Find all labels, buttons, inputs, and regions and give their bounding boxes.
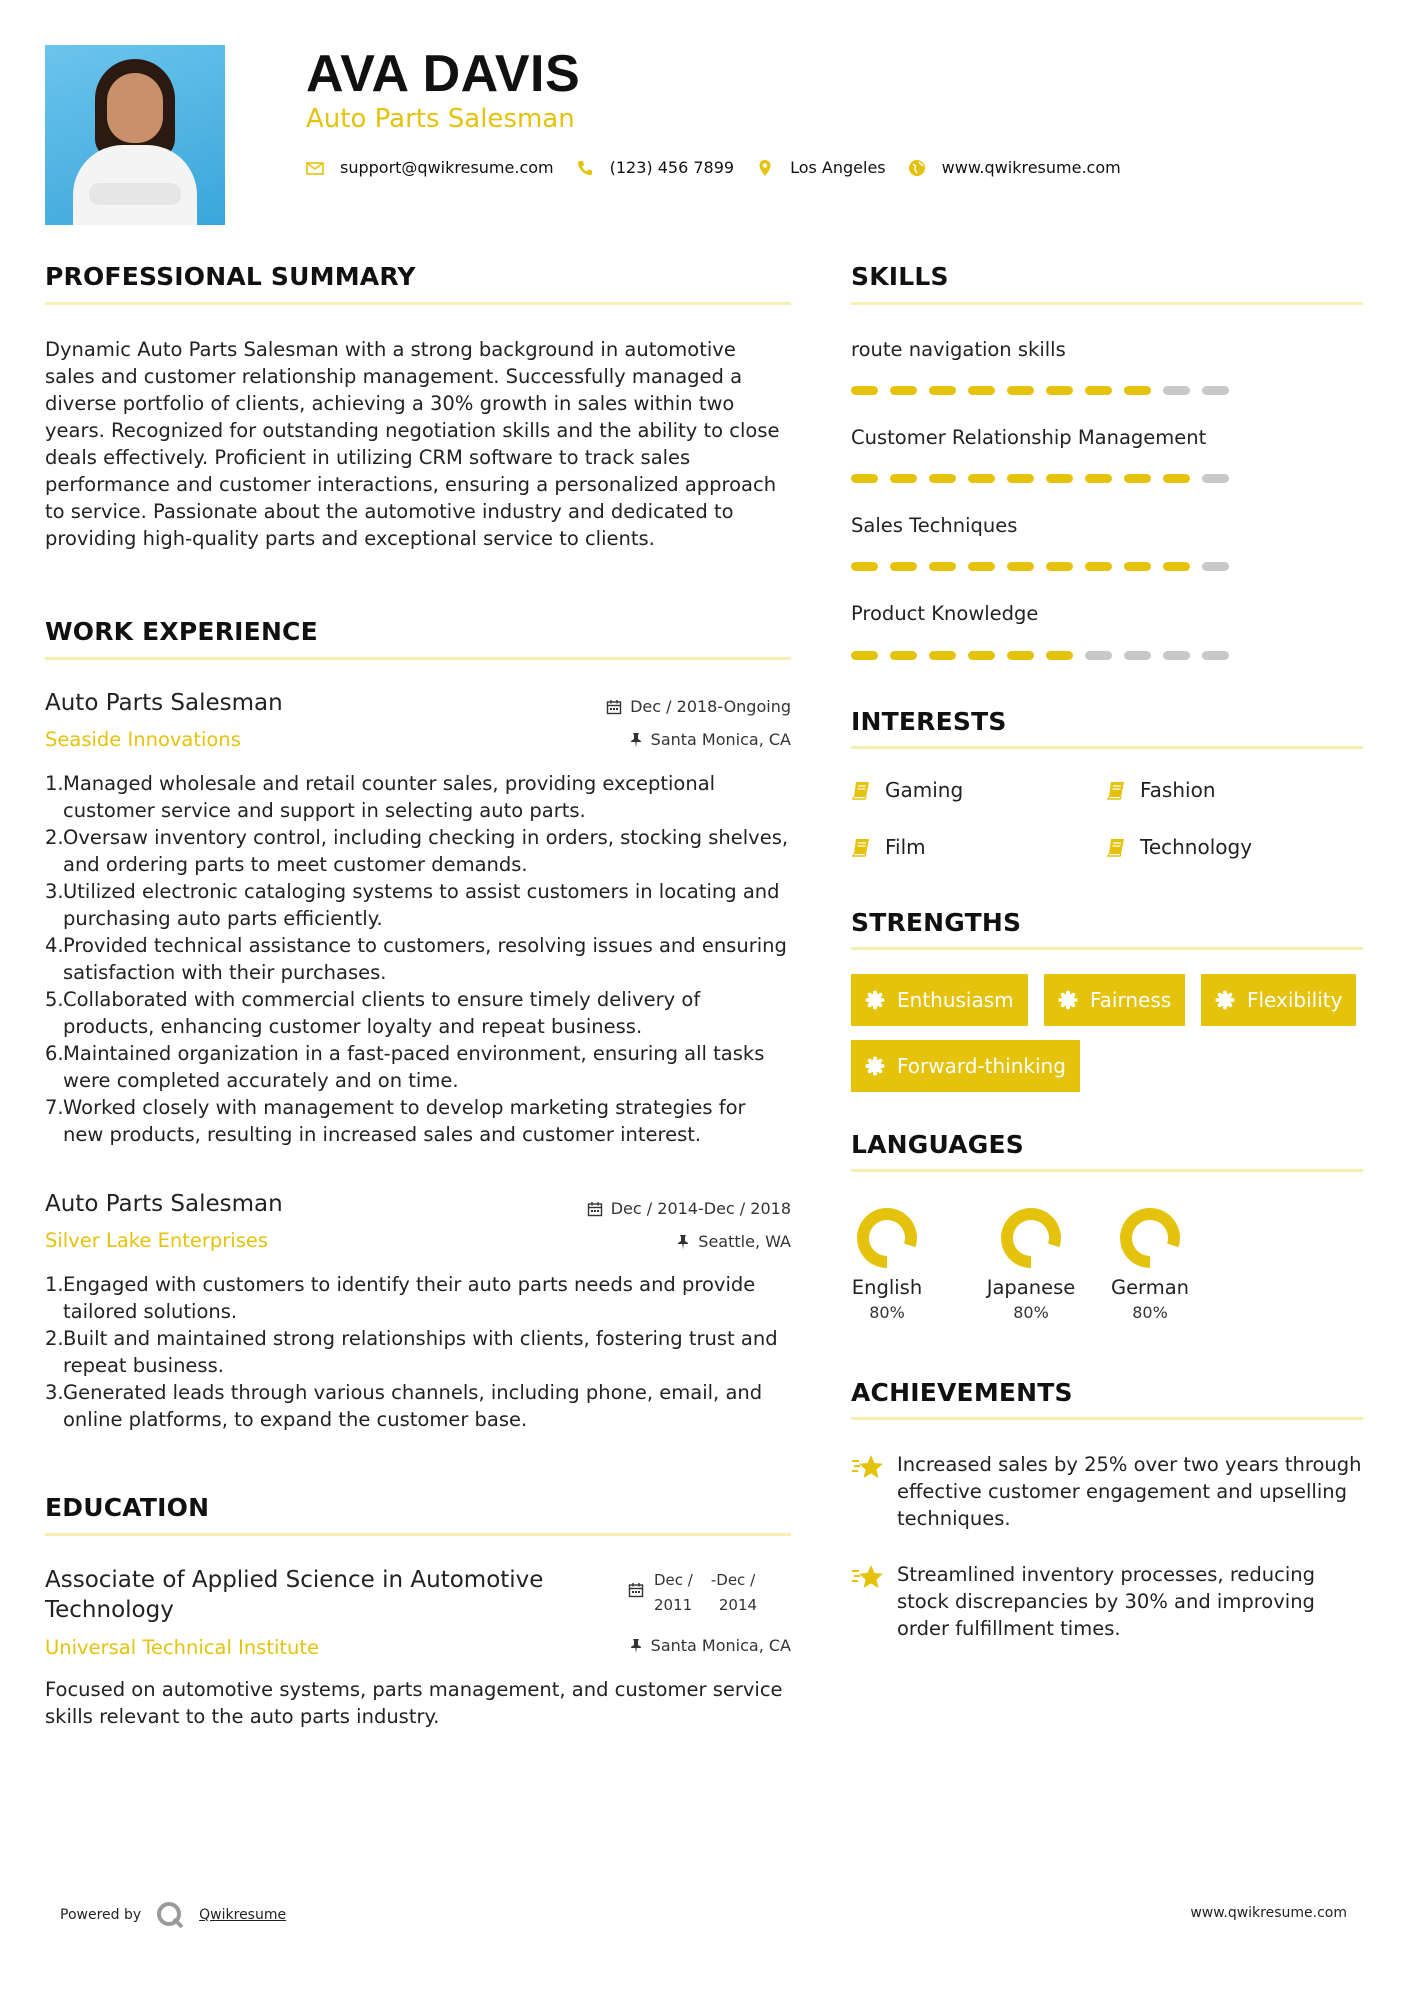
book-icon [1106, 780, 1126, 800]
education-dates [628, 1568, 757, 1618]
achievement-text: Increased sales by 25% over two years through effective customer engagement and upselling techniques. [897, 1453, 1362, 1530]
languages-heading: LANGUAGES [851, 1130, 1025, 1159]
education-end-month: Dec / [716, 1571, 756, 1589]
skill-level-segment [1007, 651, 1034, 660]
education-end-year: 2014 [718, 1596, 758, 1614]
star-icon [851, 1563, 885, 1591]
skill-name: Customer Relationship Management [851, 426, 1207, 449]
skill-level-segment [851, 562, 878, 571]
skill-level-segment [1085, 562, 1112, 571]
contact-location: Los Angeles [790, 158, 886, 177]
language-name: Japanese [986, 1276, 1076, 1299]
skills-heading: SKILLS [851, 262, 949, 291]
footer-website[interactable]: www.qwikresume.com [1190, 1905, 1347, 1921]
skills-divider [851, 302, 1363, 305]
skill-level-segment [890, 651, 917, 660]
education-degree: Associate of Applied Science in Automotive Technology [45, 1567, 544, 1623]
skill-level-segment [890, 386, 917, 395]
languages-divider [851, 1169, 1363, 1172]
strength-label: Fairness [1090, 988, 1172, 1012]
interests-heading: INTERESTS [851, 707, 1007, 736]
job-title: Auto Parts Salesman [45, 1191, 283, 1217]
list-item: 5. Collaborated with commercial clients to ensure timely delivery of products, enhancing customer loyalty and repeat business. [45, 988, 701, 1038]
skill-level-segment [1046, 386, 1073, 395]
skill-level-segment [1124, 651, 1151, 660]
book-icon [851, 837, 871, 857]
strength-badge [851, 1040, 1080, 1092]
calendar-icon [606, 699, 622, 715]
skill-level-segment [1124, 386, 1151, 395]
contact-phone[interactable]: (123) 456 7899 [609, 158, 735, 177]
skill-level-bar [851, 474, 1241, 483]
education-date-dash: - [710, 1571, 717, 1589]
skill-level-segment [1124, 562, 1151, 571]
skill-level-bar [851, 562, 1241, 571]
skill-level-segment [1202, 386, 1229, 395]
badge-seal-icon [1058, 990, 1078, 1010]
strength-label: Flexibility [1247, 988, 1343, 1012]
skill-name: Sales Techniques [851, 514, 1018, 537]
skill-level-segment [1046, 474, 1073, 483]
contact-website[interactable]: www.qwikresume.com [941, 158, 1121, 177]
language-percent: 80% [869, 1303, 905, 1322]
list-item: 3. Generated leads through various channels, including phone, email, and online platforms, to expand the customer base. [45, 1381, 763, 1431]
achievement-text: Streamlined inventory processes, reducing stock discrepancies by 30% and improving order fulfillment times. [897, 1563, 1316, 1640]
job-dates-text: Dec / 2014-Dec / 2018 [610, 1199, 791, 1218]
interest-label: Fashion [1140, 778, 1216, 802]
skill-level-segment [1007, 474, 1034, 483]
summary-heading: PROFESSIONAL SUMMARY [45, 262, 416, 291]
star-icon [851, 1453, 885, 1481]
job-title: Auto Parts Salesman [45, 690, 283, 716]
skill-level-segment [968, 651, 995, 660]
list-item: 2. Oversaw inventory control, including checking in orders, stocking shelves, and ordering parts to meet customer demands. [45, 826, 789, 876]
interest-item [851, 835, 926, 859]
book-icon [1106, 837, 1126, 857]
skill-level-segment [890, 474, 917, 483]
summary-text: Dynamic Auto Parts Salesman with a strong background in automotive sales and customer relationship management. Successfully managed a diverse portfolio of clients, achieving a 30% growth in sales within two years. Recognized for outstanding negotiation skills and the ability to close deals effectively. Proficient in utilizing CRM software to track sales performance and customer interactions, ensuring a personalized approach to service. Passionate about the automotive industry and dedicated to providing high-quality parts and exceptional service to clients. [45, 338, 780, 550]
candidate-role: Auto Parts Salesman [306, 104, 575, 134]
education-start-year: 2011 [654, 1596, 693, 1614]
skill-level-segment [1007, 386, 1034, 395]
work-divider [45, 657, 791, 660]
list-item: 6. Maintained organization in a fast-paced environment, ensuring all tasks were completed accurately and on time. [45, 1042, 765, 1092]
skill-level-bar [851, 386, 1241, 395]
language-name: English [851, 1276, 923, 1299]
pin-icon [676, 1234, 690, 1250]
interest-label: Gaming [885, 778, 964, 802]
strength-label: Forward-thinking [897, 1054, 1066, 1078]
skill-level-segment [851, 651, 878, 660]
list-item: 7. Worked closely with management to develop marketing strategies for new products, resulting in increased sales and customer interest. [45, 1096, 746, 1146]
skill-level-segment [929, 386, 956, 395]
language-name: German [1110, 1276, 1190, 1299]
language-ring [855, 1206, 919, 1270]
globe-icon [908, 159, 926, 177]
book-icon [851, 780, 871, 800]
qwikresume-link[interactable]: Qwikresume [199, 1907, 287, 1923]
qwikresume-logo-icon [155, 1900, 185, 1930]
pin-icon [629, 732, 643, 748]
strength-badge [851, 974, 1028, 1026]
job-location [629, 730, 791, 749]
education-location-text: Santa Monica, CA [650, 1636, 791, 1655]
interest-item [1106, 835, 1252, 859]
interest-item [1106, 778, 1216, 802]
achievement-item [851, 1561, 1363, 1642]
skill-level-segment [968, 386, 995, 395]
skill-level-segment [1163, 562, 1190, 571]
job-location-text: Seattle, WA [698, 1232, 791, 1251]
skill-level-segment [1202, 651, 1229, 660]
language-ring-arc [1007, 1214, 1055, 1262]
skill-level-segment [1085, 474, 1112, 483]
skill-name: route navigation skills [851, 338, 1066, 361]
skill-level-segment [1046, 651, 1073, 660]
strength-label: Enthusiasm [897, 988, 1014, 1012]
achievements-divider [851, 1417, 1363, 1420]
interest-label: Film [885, 835, 926, 859]
job-dates-text: Dec / 2018-Ongoing [630, 697, 791, 716]
skill-level-segment [851, 386, 878, 395]
skill-level-segment [1124, 474, 1151, 483]
education-start-month: Dec / [654, 1571, 693, 1589]
skill-level-segment [1007, 562, 1034, 571]
powered-by-label: Powered by [60, 1907, 142, 1923]
profile-photo [45, 45, 225, 225]
contact-email[interactable]: support@qwikresume.com [340, 158, 554, 177]
education-description: Focused on automotive systems, parts management, and customer service skills relevant to the auto parts industry. [45, 1678, 783, 1728]
skill-level-segment [1202, 562, 1229, 571]
language-percent: 80% [1132, 1303, 1168, 1322]
list-item: 4. Provided technical assistance to customers, resolving issues and ensuring satisfaction with their purchases. [45, 934, 787, 984]
list-item: 1. Engaged with customers to identify their auto parts needs and provide tailored solutions. [45, 1273, 756, 1323]
strengths-heading: STRENGTHS [851, 908, 1022, 937]
language-ring [999, 1206, 1063, 1270]
language-item [1095, 1206, 1205, 1322]
interest-item [851, 778, 963, 802]
language-ring-arc [863, 1214, 911, 1262]
education-heading: EDUCATION [45, 1493, 210, 1522]
skill-level-segment [929, 651, 956, 660]
achievements-heading: ACHIEVEMENTS [851, 1378, 1073, 1407]
job-company: Seaside Innovations [45, 728, 241, 751]
job-dates [606, 697, 791, 716]
calendar-icon [628, 1582, 644, 1598]
job-location [676, 1232, 791, 1251]
phone-icon [576, 159, 594, 177]
skill-level-segment [1163, 474, 1190, 483]
pin-icon [629, 1638, 643, 1654]
work-heading: WORK EXPERIENCE [45, 617, 318, 646]
job-dates [587, 1199, 791, 1218]
calendar-icon [587, 1201, 603, 1217]
language-item [976, 1206, 1086, 1322]
list-item: 2. Built and maintained strong relationships with clients, fostering trust and repeat business. [45, 1327, 778, 1377]
education-divider [45, 1533, 791, 1536]
summary-divider [45, 302, 791, 305]
strength-badge [1201, 974, 1356, 1026]
job-location-text: Santa Monica, CA [650, 730, 791, 749]
language-percent: 80% [1013, 1303, 1049, 1322]
job-duties-list [45, 1271, 791, 1433]
email-icon [306, 159, 324, 177]
skill-level-segment [1085, 651, 1112, 660]
achievement-item [851, 1451, 1363, 1532]
education-location [629, 1636, 791, 1655]
skill-level-segment [929, 474, 956, 483]
skill-level-segment [890, 562, 917, 571]
skill-level-segment [968, 474, 995, 483]
language-item [832, 1206, 942, 1322]
interests-divider [851, 746, 1363, 749]
skill-level-bar [851, 651, 1241, 660]
skill-level-segment [1202, 474, 1229, 483]
skill-level-segment [1163, 386, 1190, 395]
language-ring-arc [1126, 1214, 1174, 1262]
skill-level-segment [929, 562, 956, 571]
badge-seal-icon [1215, 990, 1235, 1010]
skill-level-segment [1085, 386, 1112, 395]
badge-seal-icon [865, 1056, 885, 1076]
skill-level-segment [968, 562, 995, 571]
skill-level-segment [851, 474, 878, 483]
interest-label: Technology [1140, 835, 1253, 859]
strength-badge [1044, 974, 1185, 1026]
skill-name: Product Knowledge [851, 602, 1039, 625]
list-item: 1. Managed wholesale and retail counter sales, providing exceptional customer service and support in selecting auto parts. [45, 772, 716, 822]
footer-powered-by [60, 1900, 286, 1930]
contact-bar [306, 158, 1143, 177]
strengths-divider [851, 947, 1363, 950]
candidate-name: AVA DAVIS [306, 45, 581, 103]
skill-level-segment [1163, 651, 1190, 660]
list-item: 3. Utilized electronic cataloging systems to assist customers in locating and purchasing auto parts efficiently. [45, 880, 780, 930]
language-ring [1118, 1206, 1182, 1270]
job-duties-list [45, 770, 791, 1148]
badge-seal-icon [865, 990, 885, 1010]
skill-level-segment [1046, 562, 1073, 571]
job-company: Silver Lake Enterprises [45, 1229, 269, 1252]
education-school: Universal Technical Institute [45, 1636, 320, 1659]
location-pin-icon [756, 159, 774, 177]
